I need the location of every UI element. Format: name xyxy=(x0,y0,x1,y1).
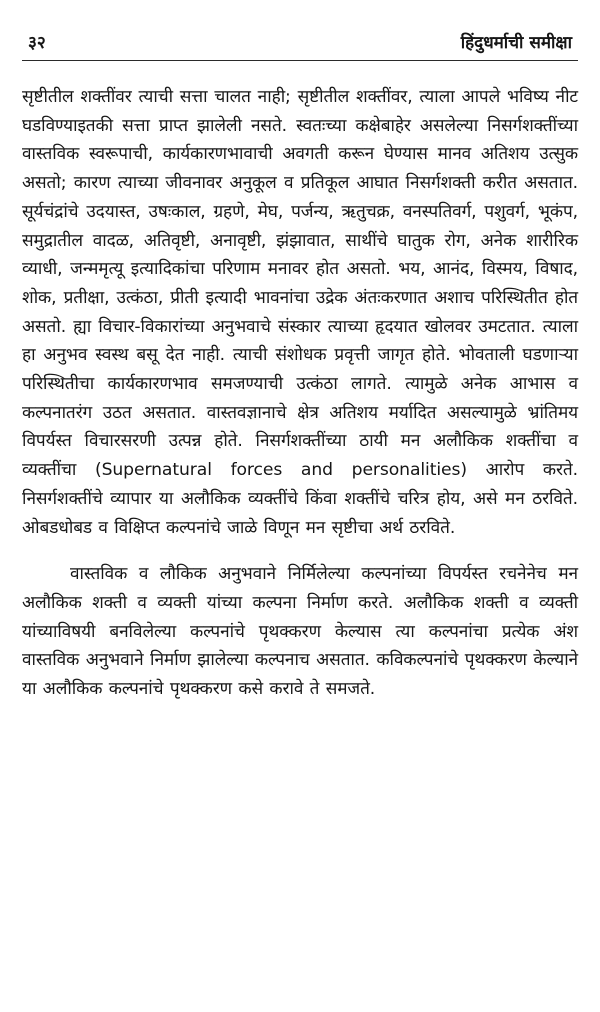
page-number: ३२ xyxy=(28,33,46,53)
paragraph-1: सृष्टीतील शक्तींवर त्याची सत्ता चालत नाही; सृष्टीतील शक्तींवर, त्याला आपले भविष्य नीट घडविण्याइतकी सत्ता प्राप्त झालेली नसते. स्वतःच्या कक्षेबाहेर असलेल्या निसर्गशक्तींच्या वास्तविक स्वरूपाची, कार्यकारणभावाची अवगती करून घेण्यास मानव अतिशय उत्सुक असतो; कारण त्याच्या जीवनावर अनुकूल व प्रतिकूल आघात निसर्गशक्ती करीत असतात. सूर्यचंद्रांचे उदयास्त, उषःकाल, ग्रहणे, मेघ, पर्जन्य, ऋतुचक्र, वनस्पतिवर्ग, पशुवर्ग, भूकंप, समुद्रातील वादळ, अतिवृष्टी, अनावृष्टी, झंझावात, साथींचे घातुक रोग, अनेक शारीरिक व्याधी, जन्ममृत्यू इत्यादिकांचा परिणाम मनावर होत असतो. भय, आनंद, विस्मय, विषाद, शोक, प्रतीक्षा, उत्कंठा, प्रीती इत्यादी भावनांचा उद्रेक अंतःकरणात अशाच परिस्थितीत होत असतो. ह्या विचार-विकारांच्या अनुभवाचे संस्कार त्याच्या हृदयात खोलवर उमटतात. त्याला हा अनुभव स्वस्थ बसू देत नाही. त्याची संशोधक प्रवृत्ती जागृत होते. भोवताली घडणाऱ्या परिस्थितीचा कार्यकारणभाव समजण्याची उत्कंठा लागते. त्यामुळे अनेक आभास व कल्पनातरंग उठत असतात. वास्तवज्ञानाचे क्षेत्र अतिशय मर्यादित असल्यामुळे भ्रांतिमय विपर्यस्त विचारसरणी उत्पन्न होते. निसर्गशक्तींच्या ठायी मन अलौकिक शक्तींचा व व्यक्तींचा (Supernatural forces and personalities) आरोप करते. निसर्गशक्तींचे व्यापार या अलौकिक व्यक्तींचे किंवा शक्तींचे चरित्र होय, असे मन ठरविते. ओबडधोबड व विक्षिप्त कल्पनांचे जाळे विणून मन सृष्टीचा अर्थ ठरविते. xyxy=(22,87,578,538)
body-text xyxy=(22,83,578,704)
running-title: हिंदुधर्माची समीक्षा xyxy=(460,33,572,53)
paragraph-2: वास्तविक व लौकिक अनुभवाने निर्मिलेल्या कल्पनांच्या विपर्यस्त रचनेनेच मन अलौकिक शक्ती व व्यक्ती यांच्या कल्पना निर्माण करते. अलौकिक शक्ती व व्यक्ती यांच्याविषयी बनविलेल्या कल्पनांचे पृथक्करण केल्यास त्या कल्पनांचा प्रत्येक अंश वास्तविक अनुभवाने निर्माण झालेल्या कल्पनाच असतात. कविकल्पनांचे पृथक्करण केल्याने या अलौकिक कल्पनांचे पृथक्करण कसे करावे ते समजते. xyxy=(22,564,578,700)
running-header xyxy=(22,28,578,61)
